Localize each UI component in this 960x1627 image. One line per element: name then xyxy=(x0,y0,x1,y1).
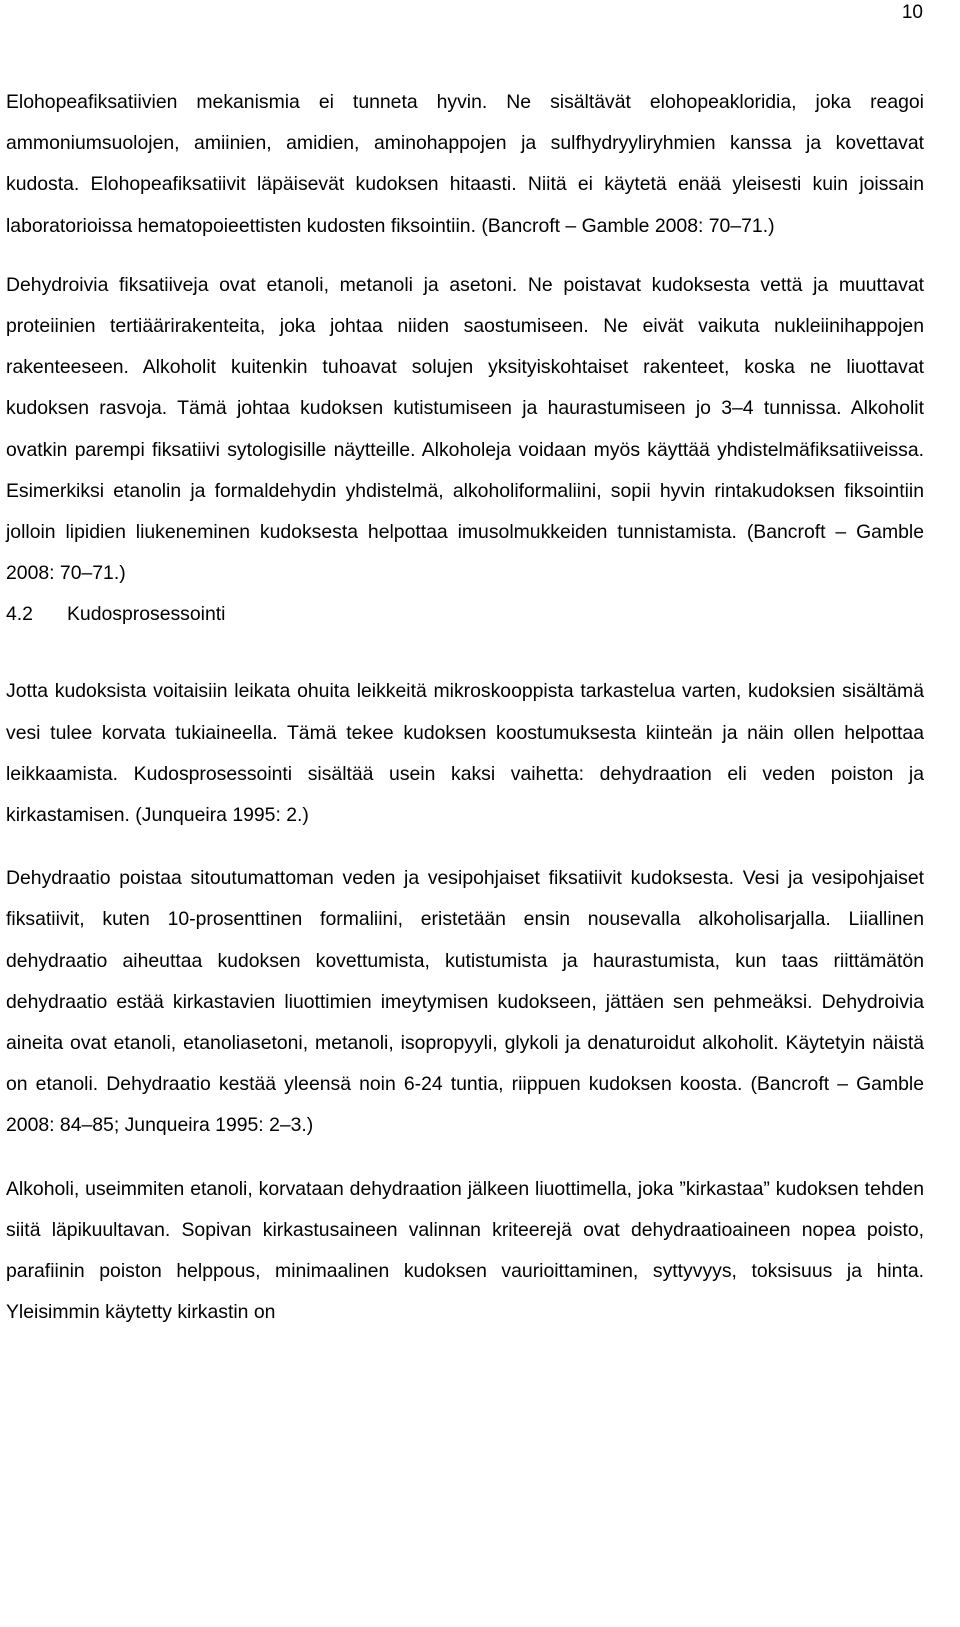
paragraph-clearing: Alkoholi, useimmiten etanoli, korvataan dehydraation jälkeen liuottimella, joka ”kirkastaa” kudoksen tehden siitä läpikuultavan. Sopivan kirkastusaineen valinnan kriteerejä ovat dehydraatioaineen nopea poisto, parafiinin poiston helppous, minimaalinen kudoksen vaurioittaminen, syttyvyys, toksisuus ja hinta. Yleisimmin käytetty kirkastin on xyxy=(6,1177,924,1324)
paragraph-tissue-processing: Jotta kudoksista voitaisiin leikata ohuita leikkeitä mikroskooppista tarkastelua varten, kudoksien sisältämä vesi tulee korvata tukiaineella. Tämä tekee kudoksen koostumuksesta kiinteän ja näin ollen helpottaa leikkaamista. Kudosprosessointi sisältää usein kaksi vaihetta: dehydraation eli veden poiston ja kirkastamisen. (Junqueira 1995: 2.) xyxy=(6,680,924,827)
section-title: Kudosprosessointi xyxy=(67,603,226,626)
paragraph-mercury-fixatives: Elohopeafiksatiivien mekanismia ei tunneta hyvin. Ne sisältävät elohopeakloridia, joka reagoi ammoniumsuolojen, amiinien, amidien, aminohappojen ja sulfhydryyliryhmien kanssa ja kovettavat kudosta. Elohopeafiksatiivit läpäisevät kudoksen hitaasti. Niitä ei käytetä enää yleisesti kuin joissain laboratorioissa hematopoieettisten kudosten fiksointiin. (Bancroft – Gamble 2008: 70–71.) xyxy=(6,91,924,237)
section-heading xyxy=(6,594,924,635)
paragraph-dehydrating-fixatives: Dehydroivia fiksatiiveja ovat etanoli, metanoli ja asetoni. Ne poistavat kudoksesta vettä ja muuttavat proteiinien tertiäärirakenteita, joka johtaa niiden saostumiseen. Ne eivät vaikuta nukleiinihappojen rakenteeseen. Alkoholit kuitenkin tuhoavat solujen yksityiskohtaiset rakenteet, koska ne liuottavat kudoksen rasvoja. Tämä johtaa kudoksen kutistumiseen ja haurastumiseen jo 3–4 tunnissa. Alkoholit ovatkin parempi fiksatiivi sytologisille näytteille. Alkoholeja voidaan myös käyttää yhdistelmäfiksatiiveissa. Esimerkiksi etanolin ja formaldehydin yhdistelmä, alkoholiformaliini, sopii hyvin rintakudoksen fiksointiin jolloin lipidien liukeneminen kudoksesta helpottaa imusolmukkeiden tunnistamista. (Bancroft – Gamble 2008: 70–71.) xyxy=(6,273,924,585)
page-number: 10 xyxy=(901,2,923,23)
paragraph-dehydration: Dehydraatio poistaa sitoutumattoman veden ja vesipohjaiset fiksatiivit kudoksesta. Vesi ja vesipohjaiset fiksatiivit, kuten 10-prosenttinen formaliini, eristetään ensin nousevalla alkoholisarjalla. Liiallinen dehydraatio aiheuttaa kudoksen kovettumista, kutistumista ja haurastumista, kun taas riittämätön dehydraatio estää kirkastavien liuottimien imeytymisen kudokseen, jättäen sen pehmeäksi. Dehydroivia aineita ovat etanoli, etanoliasetoni, metanoli, isopropyyli, glykoli ja denaturoidut alkoholit. Käytetyin näistä on etanoli. Dehydraatio kestää yleensä noin 6-24 tuntia, riippuen kudoksen koosta. (Bancroft – Gamble 2008: 84–85; Junqueira 1995: 2–3.) xyxy=(6,867,924,1137)
section-number: 4.2 xyxy=(6,603,33,626)
document-body xyxy=(6,82,924,1333)
